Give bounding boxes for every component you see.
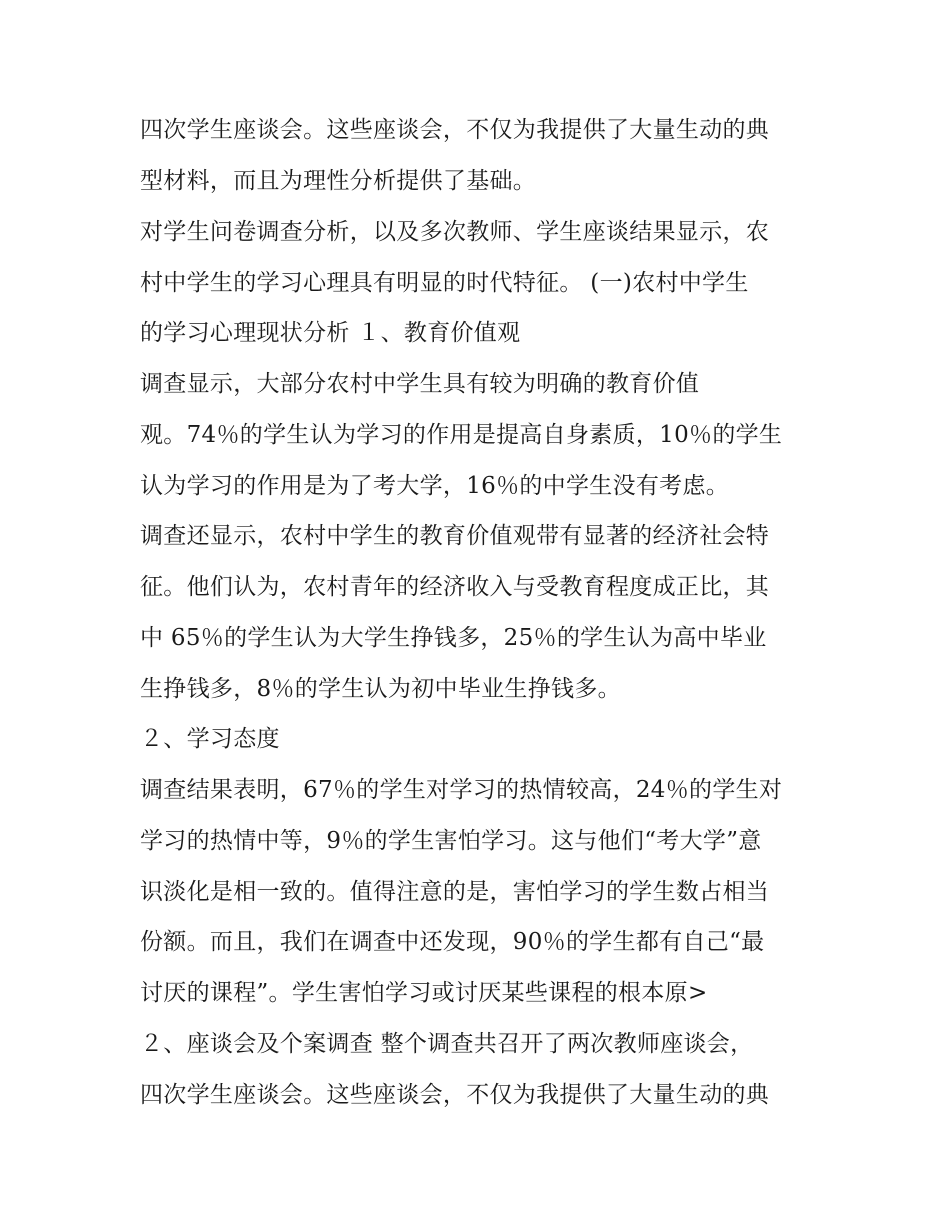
text-line: ２、座谈会及个案调查 整个调查共召开了两次教师座谈会， xyxy=(140,1031,754,1057)
text-line: 调查显示，大部分农村中学生具有较为明确的教育价值 xyxy=(140,371,700,397)
text-line: 中 65％的学生认为大学生挣钱多，25％的学生认为高中毕业 xyxy=(140,625,767,651)
text-line: 的学习心理现状分析 １、教育价值观 xyxy=(140,320,521,346)
text-line: 征。他们认为，农村青年的经济收入与受教育程度成正比，其 xyxy=(140,574,770,600)
text-line: 村中学生的学习心理具有明显的时代特征。 (一)农村中学生 xyxy=(140,270,749,296)
text-line: 四次学生座谈会。这些座谈会，不仅为我提供了大量生动的典 xyxy=(140,1082,770,1108)
text-line: 生挣钱多，8％的学生认为初中毕业生挣钱多。 xyxy=(140,676,621,702)
text-line: 讨厌的课程”。学生害怕学习或讨厌某些课程的根本原> xyxy=(140,980,708,1006)
text-line: 份额。而且，我们在调查中还发现，90％的学生都有自己“最 xyxy=(140,929,765,955)
text-line: 调查结果表明，67％的学生对学习的热情较高，24％的学生对 xyxy=(140,777,783,803)
text-line: 调查还显示，农村中学生的教育价值观带有显著的经济社会特 xyxy=(140,523,770,549)
text-line: 四次学生座谈会。这些座谈会，不仅为我提供了大量生动的典 xyxy=(140,117,770,143)
text-line: 识淡化是相一致的。值得注意的是，害怕学习的学生数占相当 xyxy=(140,879,770,905)
text-line: 型材料，而且为理性分析提供了基础。 xyxy=(140,168,537,194)
text-line: 学习的热情中等，9％的学生害怕学习。这与他们“考大学”意 xyxy=(140,828,762,854)
section-heading: ２、学习态度 xyxy=(140,726,280,752)
text-line: 认为学习的作用是为了考大学，16％的中学生没有考虑。 xyxy=(140,473,730,499)
text-line: 观。74％的学生认为学习的作用是提高自身素质，10％的学生 xyxy=(140,422,783,448)
text-line: 对学生问卷调查分析，以及多次教师、学生座谈结果显示，农 xyxy=(140,219,770,245)
